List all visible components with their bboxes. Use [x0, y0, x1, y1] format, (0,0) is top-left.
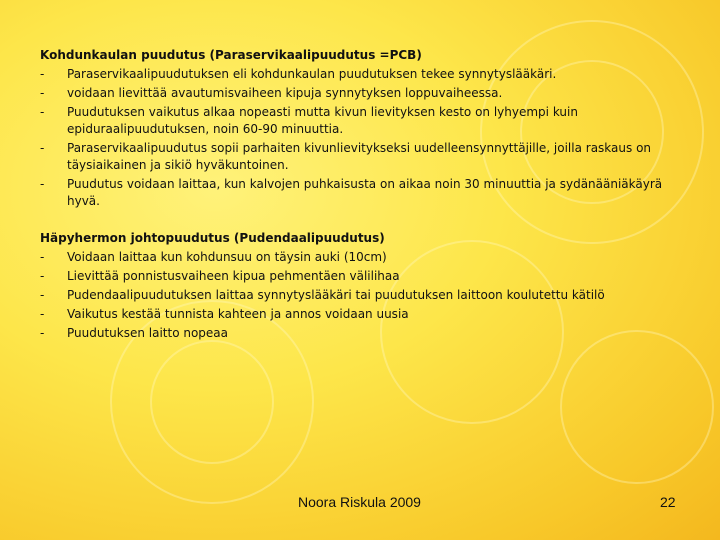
list-item: [40, 324, 690, 343]
section-heading: Häpyhermon johtopuudutus (Pudendaalipuudutus): [40, 231, 385, 245]
list-item-text: Puudutus voidaan laittaa, kun kalvojen puhkaisusta on aikaa noin 30 minuuttia ja sydänääniäkäyrä hyvä.: [67, 177, 663, 208]
bullet-dash: -: [40, 67, 45, 81]
slide-content: [40, 46, 690, 361]
section-paraservical: [40, 46, 690, 211]
list-item: [40, 305, 690, 324]
bullet-dash: -: [40, 177, 45, 191]
list-item: [40, 65, 690, 84]
page-number: 22: [660, 494, 676, 510]
list-item-text: Lievittää ponnistusvaiheen kipua pehmentäen välilihaa: [67, 269, 400, 283]
list-item-text: voidaan lievittää avautumisvaiheen kipuja synnytyksen loppuvaiheessa.: [67, 86, 503, 100]
list-item: [40, 286, 690, 305]
list-item: [40, 84, 690, 103]
list-item-text: Voidaan laittaa kun kohdunsuu on täysin auki (10cm): [67, 250, 387, 264]
section-pudendal: [40, 229, 690, 343]
bullet-dash: -: [40, 105, 45, 119]
list-item-text: Puudutuksen laitto nopeaa: [67, 326, 229, 340]
bullet-dash: -: [40, 269, 45, 283]
bullet-dash: -: [40, 307, 45, 321]
bullet-dash: -: [40, 250, 45, 264]
bullet-dash: -: [40, 86, 45, 100]
bullet-dash: -: [40, 288, 45, 302]
list-item-text: Puudutuksen vaikutus alkaa nopeasti mutta kivun lievityksen kesto on lyhyempi kuin epiduraalipuudutuksen, noin 60-90 minuuttia.: [67, 105, 578, 136]
bullet-dash: -: [40, 326, 45, 340]
section-heading: Kohdunkaulan puudutus (Paraservikaalipuudutus =PCB): [40, 48, 422, 62]
list-item-text: Paraservikaalipuudutuksen eli kohdunkaulan puudutuksen tekee synnytyslääkäri.: [67, 67, 557, 81]
list-item-text: Pudendaalipuudutuksen laittaa synnytyslääkäri tai puudutuksen laittoon koulutettu kätilö: [67, 288, 605, 302]
bullet-dash: -: [40, 141, 45, 155]
list-item: [40, 103, 690, 139]
list-item: [40, 248, 690, 267]
list-item: [40, 175, 690, 211]
list-item-text: Paraservikaalipuudutus sopii parhaiten kivunlievitykseksi uudelleensynnyttäjille, joilla raskaus on täysiaikainen ja sikiö hyväkuntoinen.: [67, 141, 652, 172]
list-item: [40, 139, 690, 175]
footer-author: Noora Riskula 2009: [298, 494, 421, 510]
list-item: [40, 267, 690, 286]
list-item-text: Vaikutus kestää tunnista kahteen ja annos voidaan uusia: [67, 307, 409, 321]
